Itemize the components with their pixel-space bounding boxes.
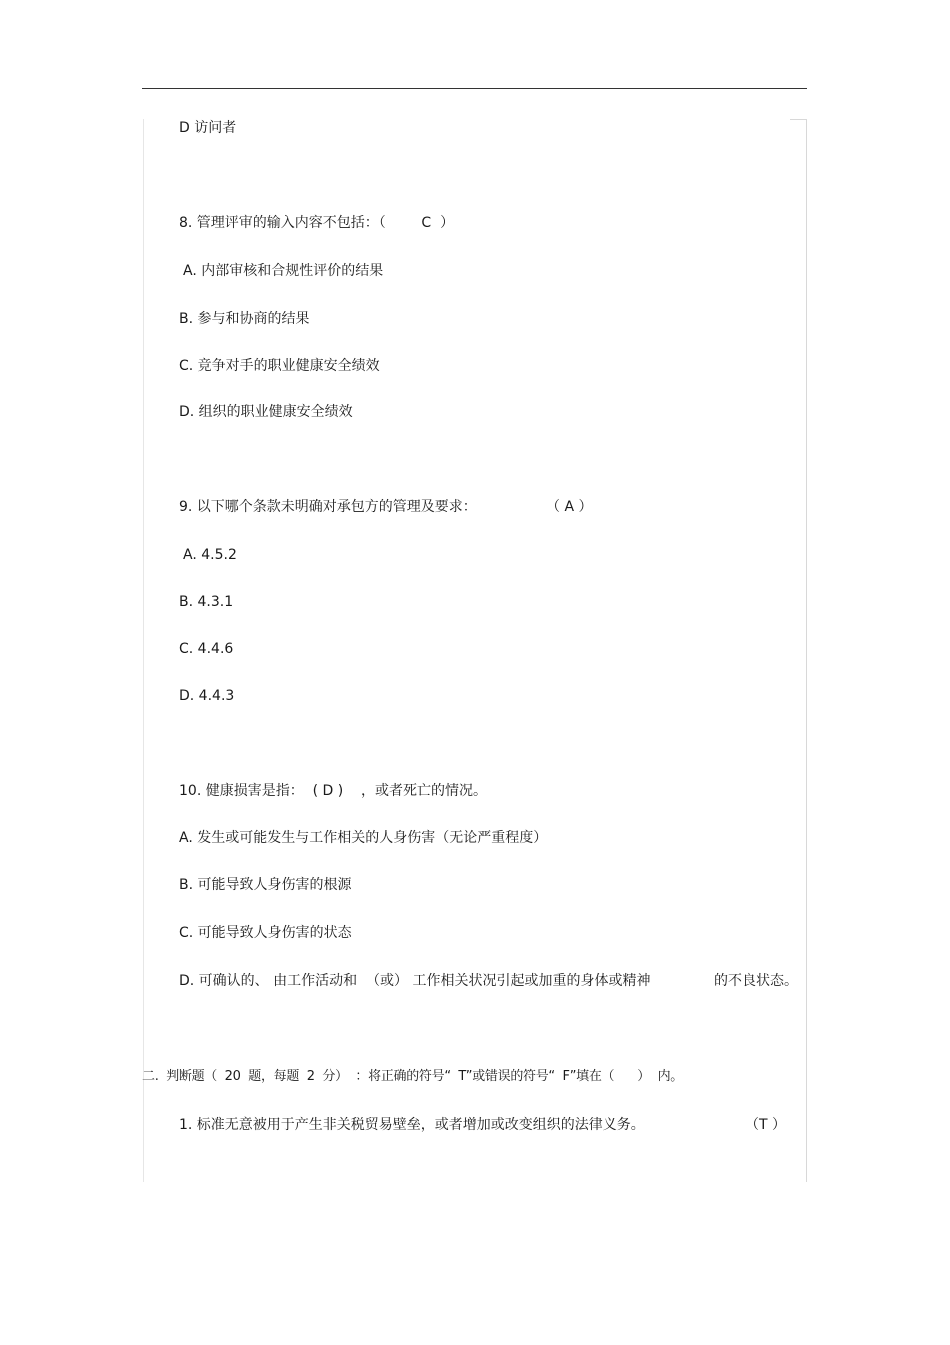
q10-option-d: D. 可确认的、 由工作活动和 （或） 工作相关状况引起或加重的身体或精神 [179, 973, 651, 989]
page-frame-top [790, 119, 806, 120]
q10-option-c: C. 可能导致人身伤害的状态 [179, 925, 352, 941]
q9-option-d: D. 4.4.3 [179, 688, 235, 704]
q8-option-d: D. 组织的职业健康安全绩效 [179, 404, 353, 420]
q8-question: 8. 管理评审的输入内容不包括：（ C ） [179, 215, 455, 231]
q10-option-b: B. 可能导致人身伤害的根源 [179, 877, 352, 893]
header-rule [142, 88, 807, 89]
tf-question-1-answer: （T ） [745, 1117, 787, 1133]
q9-option-b: B. 4.3.1 [179, 594, 234, 610]
q8-option-a: A. 内部审核和合规性评价的结果 [183, 263, 384, 279]
tf-question-1: 1. 标准无意被用于产生非关税贸易壁垒，或者增加或改变组织的法律义务。 [179, 1117, 645, 1133]
page-frame-left [143, 119, 144, 1182]
q8-option-c: C. 竞争对手的职业健康安全绩效 [179, 358, 380, 374]
q8-option-b: B. 参与和协商的结果 [179, 311, 310, 327]
q9-question: 9. 以下哪个条款未明确对承包方的管理及要求： [179, 499, 477, 515]
q9-option-c: C. 4.4.6 [179, 641, 234, 657]
q10-option-d-continuation: 的不良状态。 [714, 973, 798, 989]
page-frame-right [806, 119, 807, 1182]
q7-option-d: D 访问者 [179, 120, 237, 136]
q10-option-a: A. 发生或可能发生与工作相关的人身伤害（无论严重程度） [179, 830, 548, 846]
q10-question: 10. 健康损害是指： ( D ) ，或者死亡的情况。 [179, 783, 488, 799]
q9-answer: （ A ） [546, 499, 593, 515]
section-2-heading: 二. 判断题（ 20 题，每题 2 分） ：将正确的符号“ T”或错误的符号“ F”填在（ ） 内。 [142, 1069, 683, 1084]
q9-option-a: A. 4.5.2 [183, 547, 237, 563]
